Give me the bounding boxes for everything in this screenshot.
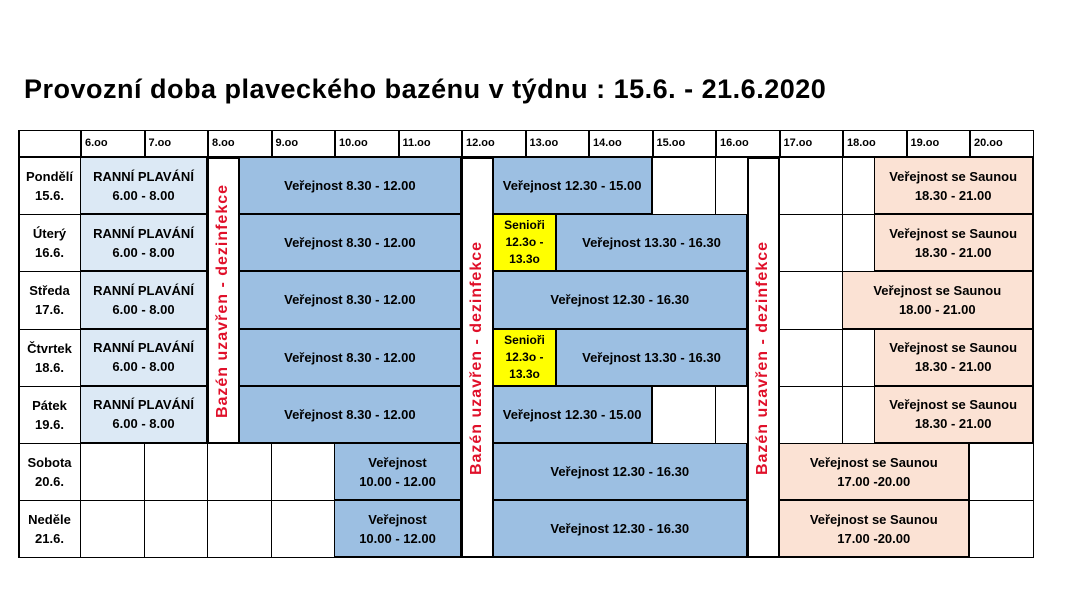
grid-cell	[652, 157, 717, 215]
seniors-session-block	[493, 214, 558, 272]
morning-session-block	[80, 157, 208, 215]
day-label	[18, 157, 81, 215]
session-text: Veřejnost 8.30 - 12.00	[284, 235, 416, 251]
session-text: Veřejnost se Saunou	[873, 282, 1002, 298]
public-session-block	[334, 500, 462, 558]
session-text: RANNÍ PLAVÁNÍ	[93, 397, 194, 413]
closure-label: Bazén uzavřen - dezinfekce	[214, 183, 232, 418]
day-name: Úterý	[32, 226, 67, 242]
session-text: 12.3o -	[505, 235, 544, 250]
morning-session-block	[80, 386, 208, 444]
hour-header: 16.oo	[715, 130, 780, 157]
morning-session-block	[80, 329, 208, 387]
session-text: Veřejnost se Saunou	[809, 511, 938, 527]
public-session-block	[493, 500, 748, 558]
session-text: Veřejnost se Saunou	[809, 454, 938, 470]
seniors-session-block	[493, 329, 558, 387]
day-name: Pátek	[32, 397, 67, 413]
hour-header: 7.oo	[144, 130, 209, 157]
session-text: Veřejnost 12.30 - 15.00	[502, 406, 642, 422]
hour-header: 17.oo	[779, 130, 844, 157]
grid-cell	[779, 271, 844, 329]
session-text: 6.00 - 8.00	[112, 187, 175, 203]
day-name: Čtvrtek	[27, 340, 72, 356]
session-text: 12.3o -	[505, 349, 544, 364]
session-text: 18.30 - 21.00	[914, 187, 992, 203]
hour-header: 8.oo	[207, 130, 272, 157]
session-text: Senioři	[504, 218, 545, 233]
session-text: 13.3o	[509, 366, 540, 381]
public-session-block	[239, 271, 462, 329]
session-text: Veřejnost 8.30 - 12.00	[284, 349, 416, 365]
public-session-block	[493, 386, 653, 444]
day-date: 18.6.	[35, 359, 64, 375]
grid-cell	[969, 500, 1034, 558]
sauna-session-block	[779, 500, 971, 558]
session-text: Veřejnost 8.30 - 12.00	[284, 178, 416, 194]
public-session-block	[556, 329, 748, 387]
public-session-block	[493, 157, 653, 215]
hour-header: 10.oo	[334, 130, 399, 157]
session-text: 17.00 -20.00	[837, 530, 911, 546]
session-text: 18.30 - 21.00	[914, 359, 992, 375]
grid-cell	[652, 386, 717, 444]
grid-cell	[207, 500, 272, 558]
hour-header: 15.oo	[652, 130, 717, 157]
day-name: Neděle	[28, 512, 71, 528]
header-corner	[18, 130, 81, 157]
session-text: Veřejnost 13.30 - 16.30	[582, 349, 721, 365]
session-text: 6.00 - 8.00	[112, 244, 175, 260]
day-label	[18, 443, 81, 501]
session-text: Veřejnost se Saunou	[889, 397, 1018, 413]
grid-cell	[271, 443, 336, 501]
hour-header: 13.oo	[525, 130, 590, 157]
hour-header: 6.oo	[80, 130, 145, 157]
session-text: 18.30 - 21.00	[914, 244, 992, 260]
closure-label: Bazén uzavřen - dezinfekce	[468, 240, 486, 475]
hour-header: 12.oo	[461, 130, 526, 157]
session-text: Veřejnost 12.30 - 16.30	[550, 521, 690, 537]
session-text: Veřejnost se Saunou	[889, 225, 1018, 241]
day-date: 20.6.	[35, 474, 64, 490]
public-session-block	[556, 214, 748, 272]
day-date: 17.6.	[35, 302, 64, 318]
day-date: 15.6.	[35, 188, 64, 204]
grid-cell	[779, 214, 844, 272]
sauna-session-block	[874, 214, 1034, 272]
session-text: 18.00 - 21.00	[898, 301, 976, 317]
session-text: Veřejnost	[368, 454, 427, 470]
morning-session-block	[80, 214, 208, 272]
closure-label: Bazén uzavřen - dezinfekce	[754, 240, 772, 475]
day-name: Středa	[29, 283, 70, 299]
day-label	[18, 329, 81, 387]
day-date: 19.6.	[35, 416, 64, 432]
grid-cell	[779, 386, 844, 444]
public-session-block	[239, 214, 462, 272]
public-session-block	[239, 386, 462, 444]
closure-band	[747, 157, 780, 558]
grid-cell	[207, 443, 272, 501]
session-text: RANNÍ PLAVÁNÍ	[93, 282, 194, 298]
session-text: Veřejnost 8.30 - 12.00	[284, 406, 416, 422]
session-text: 6.00 - 8.00	[112, 359, 175, 375]
day-label	[18, 500, 81, 558]
hour-header: 20.oo	[969, 130, 1034, 157]
session-text: Senioři	[504, 332, 545, 347]
sauna-session-block	[779, 443, 971, 501]
morning-session-block	[80, 271, 208, 329]
public-session-block	[239, 157, 462, 215]
session-text: Veřejnost 12.30 - 16.30	[550, 464, 690, 480]
session-text: RANNÍ PLAVÁNÍ	[93, 168, 194, 184]
day-name: Pondělí	[26, 169, 73, 185]
closure-band	[207, 157, 240, 444]
grid-cell	[779, 329, 844, 387]
public-session-block	[334, 443, 462, 501]
session-text: 13.3o	[509, 252, 540, 267]
day-name: Sobota	[27, 455, 72, 471]
session-text: Veřejnost se Saunou	[889, 340, 1018, 356]
grid-cell	[779, 157, 844, 215]
session-text: Veřejnost 12.30 - 15.00	[502, 178, 642, 194]
sauna-session-block	[874, 386, 1034, 444]
sauna-session-block	[842, 271, 1034, 329]
session-text: Veřejnost 8.30 - 12.00	[284, 292, 416, 308]
day-date: 16.6.	[35, 245, 64, 261]
grid-cell	[144, 443, 209, 501]
session-text: 18.30 - 21.00	[914, 416, 992, 432]
session-text: Veřejnost 12.30 - 16.30	[550, 292, 690, 308]
hour-header: 9.oo	[271, 130, 336, 157]
hour-header: 19.oo	[906, 130, 971, 157]
hour-header: 18.oo	[842, 130, 907, 157]
hour-header: 11.oo	[398, 130, 463, 157]
public-session-block	[493, 443, 748, 501]
session-text: 6.00 - 8.00	[112, 416, 175, 432]
session-text: 6.00 - 8.00	[112, 301, 175, 317]
grid-cell	[80, 500, 145, 558]
session-text: 10.00 - 12.00	[359, 530, 436, 546]
page-title: Provozní doba plaveckého bazénu v týdnu : 15.6. - 21.6.2020	[24, 74, 827, 104]
public-session-block	[239, 329, 462, 387]
session-text: 10.00 - 12.00	[359, 473, 436, 489]
table-frame	[18, 130, 20, 557]
grid-cell	[80, 443, 145, 501]
public-session-block	[493, 271, 748, 329]
session-text: Veřejnost 13.30 - 16.30	[582, 235, 721, 251]
day-label	[18, 386, 81, 444]
day-date: 21.6.	[35, 531, 64, 547]
session-text: 17.00 -20.00	[837, 473, 911, 489]
session-text: Veřejnost se Saunou	[889, 168, 1018, 184]
hour-header: 14.oo	[588, 130, 653, 157]
session-text: Veřejnost	[368, 511, 427, 527]
grid-cell	[969, 443, 1034, 501]
grid-cell	[144, 500, 209, 558]
session-text: RANNÍ PLAVÁNÍ	[93, 225, 194, 241]
day-label	[18, 214, 81, 272]
day-label	[18, 271, 81, 329]
sauna-session-block	[874, 157, 1034, 215]
grid-cell	[271, 500, 336, 558]
closure-band	[461, 157, 494, 558]
sauna-session-block	[874, 329, 1034, 387]
session-text: RANNÍ PLAVÁNÍ	[93, 340, 194, 356]
